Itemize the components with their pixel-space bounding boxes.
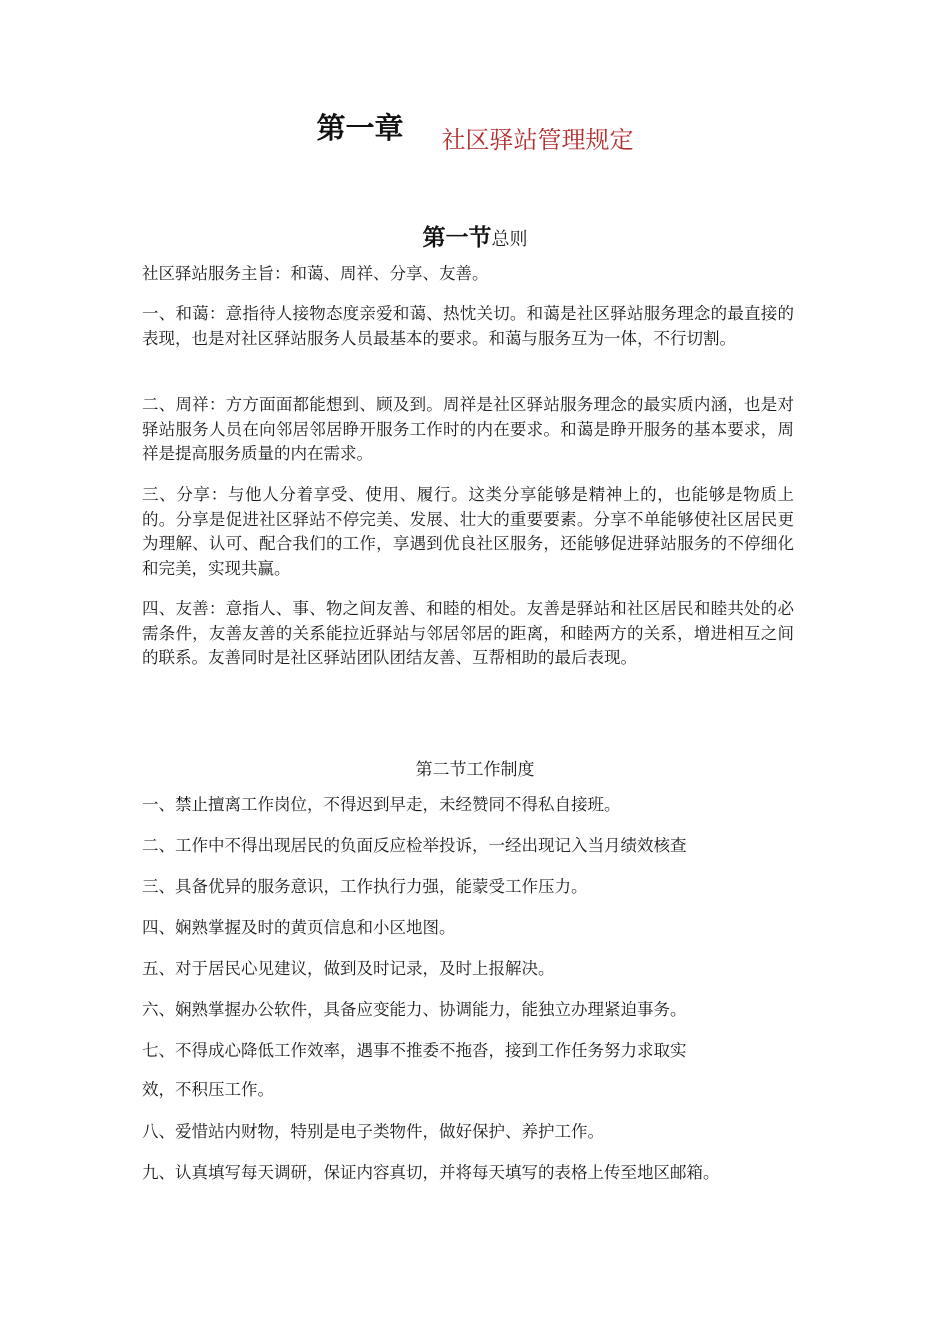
rule-item: 五、对于居民心见建议，做到及时记录，及时上报解决。 xyxy=(142,959,555,978)
rule-item: 二、工作中不得出现居民的负面反应检举投诉，一经出现记入当月绩效核查 xyxy=(142,836,687,855)
rule-item: 七、不得成心降低工作效率，遇事不推委不拖沓，接到工作任务努力求取实 xyxy=(142,1041,687,1060)
rule-item: 一、禁止擅离工作岗位，不得迟到早走，未经赞同不得私自接班。 xyxy=(142,795,621,814)
section1-intro: 社区驿站服务主旨：和蔼、周祥、分享、友善。 xyxy=(142,264,489,283)
paragraph-youshan: 四、友善：意指人、事、物之间友善、和睦的相处。友善是驿站和社区居民和睦共处的必需条件，友善友善的关系能拉近驿站与邻居邻居的距离，和睦两方的关系，增进相互之间的联系。友善同时是社区驿站团队团结友善、互帮相助的最后表现。 xyxy=(142,599,794,667)
paragraph-fenxiang: 三、分享：与他人分着享受、使用、履行。这类分享能够是精神上的，也能够是物质上的。分享是促进社区驿站不停完美、发展、壮大的重要要素。分享不单能够使社区居民更为理解、认可、配合我们的工作，享遇到优良社区服务，还能够促进驿站服务的不停细化和完美，实现共赢。 xyxy=(142,485,794,578)
rule-item: 九、认真填写每天调研，保证内容真切，并将每天填写的表格上传至地区邮箱。 xyxy=(142,1163,720,1182)
rule-item: 八、爱惜站内财物，特别是电子类物件，做好保护、养护工作。 xyxy=(142,1122,604,1141)
chapter-label: 第一章 xyxy=(316,111,404,145)
section1-label: 第一节 xyxy=(422,225,492,251)
section2-heading: 第二节工作制度 xyxy=(415,760,535,780)
rule-item: 四、娴熟掌握及时的黄页信息和小区地图。 xyxy=(142,918,456,937)
section1-title: 总则 xyxy=(491,229,528,250)
chapter-heading xyxy=(0,106,950,154)
section1-heading xyxy=(0,219,950,252)
rule-item: 六、娴熟掌握办公软件，具备应变能力、协调能力，能独立办理紧迫事务。 xyxy=(142,1000,687,1019)
chapter-title: 社区驿站管理规定 xyxy=(441,126,634,154)
rule-item: 三、具备优异的服务意识，工作执行力强，能蒙受工作压力。 xyxy=(142,877,588,896)
rule-item: 效，不积压工作。 xyxy=(142,1080,274,1099)
paragraph-zhouxiang: 二、周祥：方方面面都能想到、顾及到。周祥是社区驿站服务理念的最实质内涵，也是对驿站服务人员在向邻居邻居睁开服务工作时的内在要求。和蔼是睁开服务的基本要求，周祥是提高服务质量的内在需求。 xyxy=(142,395,794,463)
paragraph-heai: 一、和蔼：意指待人接物态度亲爱和蔼、热忱关切。和蔼是社区驿站服务理念的最直接的表现，也是对社区驿站服务人员最基本的要求。和蔼与服务互为一体，不行切割。 xyxy=(142,304,794,348)
